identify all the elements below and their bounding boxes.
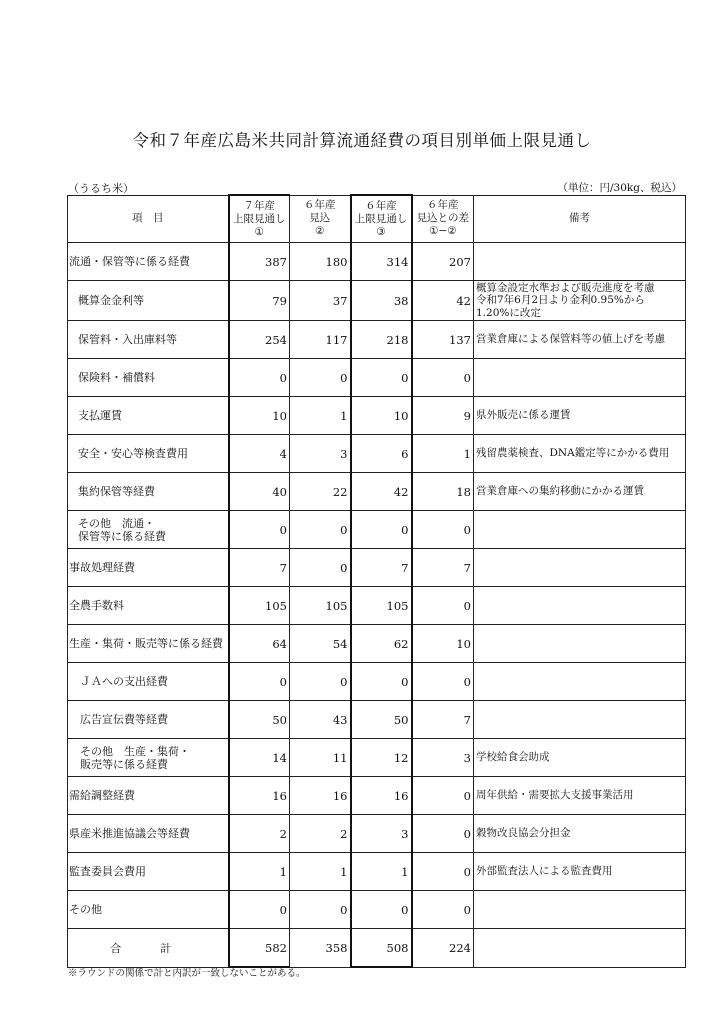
row-note: 穀物改良協会分担金	[474, 815, 686, 853]
r6-limit-value: 314	[351, 243, 412, 281]
r6-estimate-value: 1	[290, 397, 351, 435]
diff-value: 137	[412, 321, 474, 359]
table-row	[68, 701, 686, 739]
row-note: 県外販売に係る運賃	[474, 397, 686, 435]
r7-limit-value: 0	[229, 359, 290, 397]
row-note: 残留農薬検査、DNA鑑定等にかかる費用	[474, 435, 686, 473]
r6-estimate-value: 0	[290, 511, 351, 549]
header-r7-limit: ７年産 上限見通し ①	[229, 195, 290, 243]
row-note	[474, 625, 686, 663]
r6-limit-value: 6	[351, 435, 412, 473]
row-note	[474, 359, 686, 397]
table-row	[68, 281, 686, 321]
table-row	[68, 549, 686, 587]
row-label: 全農手数料	[68, 587, 229, 625]
table-row	[68, 777, 686, 815]
total-r7-limit: 582	[229, 929, 290, 968]
r7-limit-value: 16	[229, 777, 290, 815]
row-note: 外部監査法人による監査費用	[474, 853, 686, 891]
total-label: 合 計	[68, 929, 229, 968]
r6-estimate-value: 16	[290, 777, 351, 815]
table-row	[68, 663, 686, 701]
table-row	[68, 243, 686, 281]
row-label: 県産米推進協議会等経費	[68, 815, 229, 853]
r7-limit-value: 40	[229, 473, 290, 511]
diff-value: 207	[412, 243, 474, 281]
row-label: 保管料・入出庫料等	[68, 321, 229, 359]
r6-limit-value: 0	[351, 891, 412, 929]
r7-limit-value: 387	[229, 243, 290, 281]
table-row	[68, 511, 686, 549]
r6-limit-value: 16	[351, 777, 412, 815]
row-label: 概算金金利等	[68, 281, 229, 321]
row-note	[474, 587, 686, 625]
table-row	[68, 853, 686, 891]
r7-limit-value: 0	[229, 891, 290, 929]
row-note	[474, 663, 686, 701]
diff-value: 42	[412, 281, 474, 321]
diff-value: 3	[412, 739, 474, 777]
table-row	[68, 321, 686, 359]
table-row	[68, 625, 686, 663]
r6-limit-value: 0	[351, 359, 412, 397]
table-row	[68, 739, 686, 777]
r6-limit-value: 12	[351, 739, 412, 777]
row-label: 保険料・補償料	[68, 359, 229, 397]
row-label: 監査委員会費用	[68, 853, 229, 891]
diff-value: 0	[412, 777, 474, 815]
row-label: 集約保管等経費	[68, 473, 229, 511]
r6-estimate-value: 22	[290, 473, 351, 511]
r6-estimate-value: 105	[290, 587, 351, 625]
r6-limit-value: 1	[351, 853, 412, 891]
row-label: ＪＡへの支出経費	[68, 663, 229, 701]
page-title: 令和７年産広島米共同計算流通経費の項目別単価上限見通し	[132, 131, 592, 150]
row-label: その他 流通・ 保管等に係る経費	[68, 511, 229, 549]
diff-value: 0	[412, 891, 474, 929]
r6-limit-value: 38	[351, 281, 412, 321]
r7-limit-value: 64	[229, 625, 290, 663]
r6-estimate-value: 37	[290, 281, 351, 321]
row-note: 学校給食会助成	[474, 739, 686, 777]
r6-estimate-value: 54	[290, 625, 351, 663]
r7-limit-value: 254	[229, 321, 290, 359]
row-label: 安全・安心等検査費用	[68, 435, 229, 473]
r7-limit-value: 10	[229, 397, 290, 435]
row-label: その他	[68, 891, 229, 929]
row-note	[474, 701, 686, 739]
total-note	[474, 929, 686, 968]
table-row	[68, 359, 686, 397]
r6-estimate-value: 3	[290, 435, 351, 473]
cost-table	[67, 194, 686, 968]
header-diff: ６年産 見込との差 ①−②	[412, 195, 474, 243]
row-note: 営業倉庫への集約移動にかかる運賃	[474, 473, 686, 511]
header-notes: 備考	[474, 195, 686, 243]
r6-limit-value: 0	[351, 511, 412, 549]
r7-limit-value: 50	[229, 701, 290, 739]
r6-estimate-value: 43	[290, 701, 351, 739]
r6-limit-value: 62	[351, 625, 412, 663]
table-row	[68, 397, 686, 435]
row-label: 需給調整経費	[68, 777, 229, 815]
diff-value: 18	[412, 473, 474, 511]
row-note	[474, 891, 686, 929]
diff-value: 0	[412, 815, 474, 853]
table-row	[68, 891, 686, 929]
r7-limit-value: 14	[229, 739, 290, 777]
r7-limit-value: 79	[229, 281, 290, 321]
table-row	[68, 473, 686, 511]
row-label: 流通・保管等に係る経費	[68, 243, 229, 281]
diff-value: 1	[412, 435, 474, 473]
total-r6-estimate: 358	[290, 929, 351, 968]
total-row	[68, 929, 686, 968]
table-row	[68, 435, 686, 473]
row-note: 営業倉庫による保管料等の値上げを考慮	[474, 321, 686, 359]
r6-limit-value: 50	[351, 701, 412, 739]
r7-limit-value: 1	[229, 853, 290, 891]
r7-limit-value: 7	[229, 549, 290, 587]
r6-estimate-value: 1	[290, 853, 351, 891]
r7-limit-value: 105	[229, 587, 290, 625]
r6-estimate-value: 0	[290, 891, 351, 929]
header-row	[68, 195, 686, 243]
r6-limit-value: 7	[351, 549, 412, 587]
total-r6-limit: 508	[351, 929, 412, 968]
row-label: 事故処理経費	[68, 549, 229, 587]
r7-limit-value: 2	[229, 815, 290, 853]
diff-value: 0	[412, 587, 474, 625]
r6-limit-value: 218	[351, 321, 412, 359]
footnote: ※ラウンドの関係で計と内訳が一致しないことがある。	[68, 968, 306, 979]
row-note: 概算金設定水準および販売進度を考慮 令和7年6月2日より金利0.95%から 1.20%に改定	[474, 281, 686, 321]
header-r6-estimate: ６年産 見込 ②	[290, 195, 351, 243]
r6-estimate-value: 180	[290, 243, 351, 281]
row-note	[474, 549, 686, 587]
r7-limit-value: 0	[229, 663, 290, 701]
diff-value: 7	[412, 549, 474, 587]
r6-limit-value: 42	[351, 473, 412, 511]
unit-label: （単位：円/30kg、税込）	[557, 182, 682, 194]
diff-value: 7	[412, 701, 474, 739]
r6-estimate-value: 117	[290, 321, 351, 359]
row-note: 周年供給・需要拡大支援事業活用	[474, 777, 686, 815]
r6-estimate-value: 0	[290, 663, 351, 701]
r7-limit-value: 4	[229, 435, 290, 473]
row-label: その他 生産・集荷・ 販売等に係る経費	[68, 739, 229, 777]
r6-limit-value: 105	[351, 587, 412, 625]
rice-type-label: （うるち米）	[68, 182, 134, 195]
diff-value: 10	[412, 625, 474, 663]
header-r6-limit: ６年産 上限見通し ③	[351, 195, 412, 243]
row-note	[474, 511, 686, 549]
row-label: 支払運賃	[68, 397, 229, 435]
table-row	[68, 815, 686, 853]
r6-limit-value: 3	[351, 815, 412, 853]
diff-value: 9	[412, 397, 474, 435]
header-item: 項 目	[68, 195, 229, 243]
diff-value: 0	[412, 359, 474, 397]
total-diff: 224	[412, 929, 474, 968]
r6-estimate-value: 2	[290, 815, 351, 853]
r6-estimate-value: 0	[290, 549, 351, 587]
row-label: 生産・集荷・販売等に係る経費	[68, 625, 229, 663]
r7-limit-value: 0	[229, 511, 290, 549]
r6-limit-value: 0	[351, 663, 412, 701]
table-row	[68, 587, 686, 625]
diff-value: 0	[412, 663, 474, 701]
row-label: 広告宣伝費等経費	[68, 701, 229, 739]
r6-estimate-value: 0	[290, 359, 351, 397]
diff-value: 0	[412, 853, 474, 891]
row-note	[474, 243, 686, 281]
r6-limit-value: 10	[351, 397, 412, 435]
r6-estimate-value: 11	[290, 739, 351, 777]
diff-value: 0	[412, 511, 474, 549]
